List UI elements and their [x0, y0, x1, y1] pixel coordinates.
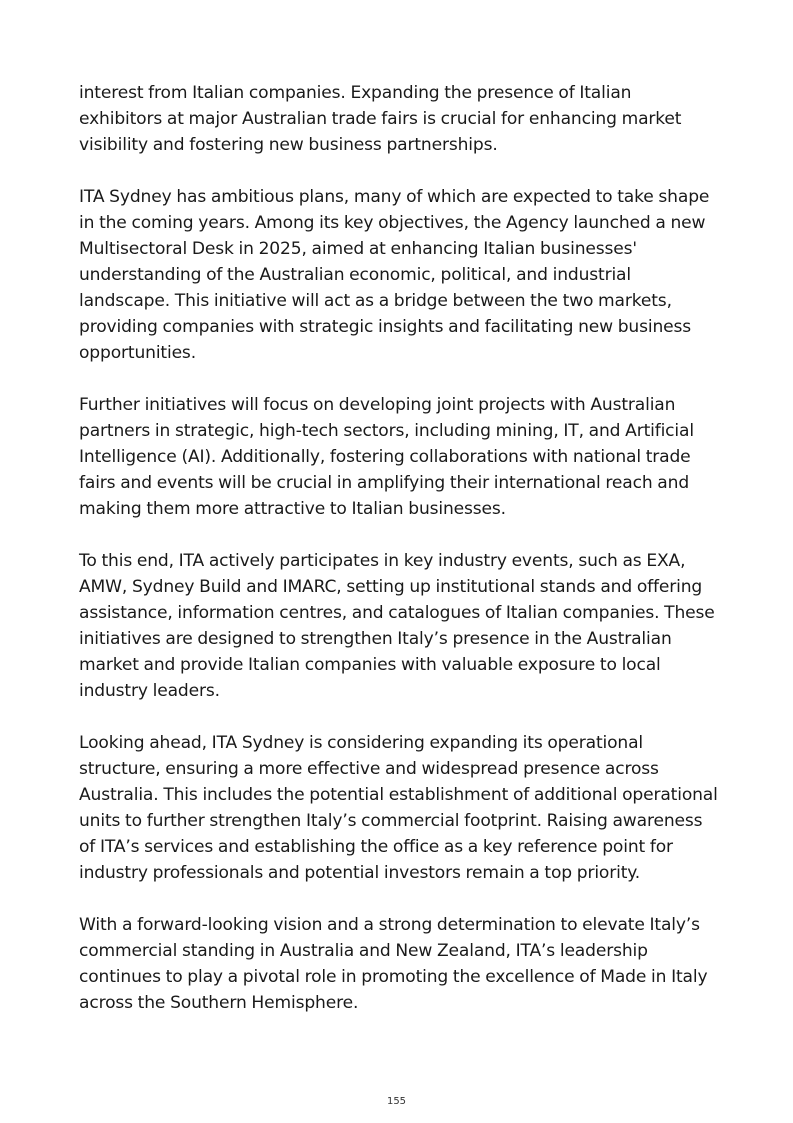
paragraph-trade-fairs: interest from Italian companies. Expanding the presence of Italian exhibitors at major Australian trade fairs is crucial for enhancing market visibility and fostering new business partnerships.	[79, 83, 682, 155]
page-body	[79, 80, 719, 1042]
paragraph-operational-structure: Looking ahead, ITA Sydney is considering expanding its operational structure, ensuring a more effective and widespread presence across Australia. This includes the potential establishment of additional operational units to further strengthen Italy’s commercial footprint. Raising awareness of ITA’s services and establishing the office as a key reference point for industry professionals and potential investors remain a top priority.	[79, 733, 718, 883]
page-number: 155	[386, 1096, 407, 1107]
paragraph-multisectoral-desk: ITA Sydney has ambitious plans, many of which are expected to take shape in the coming years. Among its key objectives, the Agency launched a new Multisectoral Desk in 2025, aimed at enhancing Italian businesses' understanding of the Australian economic, political, and industrial landscape. This initiative will act as a bridge between the two markets, providing companies with strategic insights and facilitating new business opportunities.	[79, 187, 710, 363]
paragraph-industry-events: To this end, ITA actively participates in key industry events, such as EXA, AMW, Sydney Build and IMARC, setting up institutional stands and offering assistance, information centres, and catalogues of Italian companies. These initiatives are designed to strengthen Italy’s presence in the Australian market and provide Italian companies with valuable exposure to local industry leaders.	[79, 551, 715, 701]
paragraph-forward-vision: With a forward-looking vision and a strong determination to elevate Italy’s commercial standing in Australia and New Zealand, ITA’s leadership continues to play a pivotal role in promoting the excellence of Made in Italy across the Southern Hemisphere.	[79, 915, 708, 1013]
paragraph-joint-projects: Further initiatives will focus on developing joint projects with Australian partners in strategic, high-tech sectors, including mining, IT, and Artificial Intelligence (AI). Additionally, fostering collaborations with national trade fairs and events will be crucial in amplifying their international reach and making them more attractive to Italian businesses.	[79, 395, 694, 519]
